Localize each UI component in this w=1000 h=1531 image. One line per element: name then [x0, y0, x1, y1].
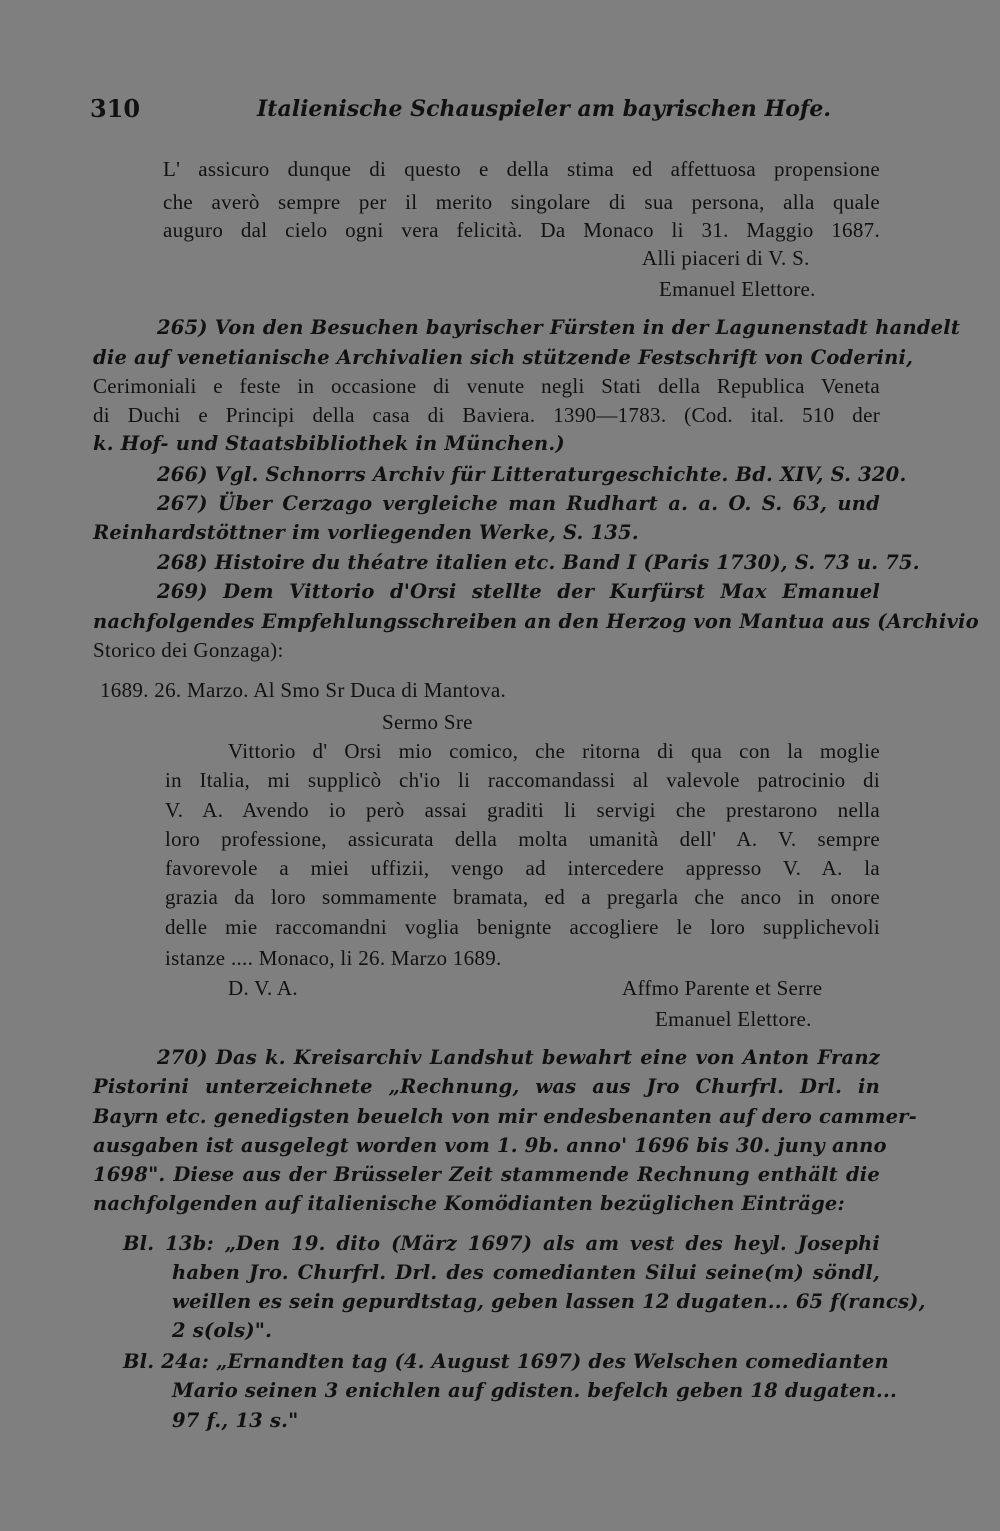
footnote-line: 1698". Diese aus der Brüsseler Zeit stammende Rechnung enthält die: [93, 1163, 880, 1186]
footnote-line: die auf venetianische Archivalien sich stützende Festschrift von Coderini,: [93, 346, 914, 369]
footnote-265: 265) Von den Besuchen bayrischer Fürsten in der Lagunenstadt handelt: [157, 316, 961, 339]
footnote-270: 270) Das k. Kreisarchiv Landshut bewahrt eine von Anton Franz: [157, 1046, 880, 1069]
footnote-line: Reinhardstöttner im vorliegenden Werke, S. 135.: [93, 521, 639, 544]
letter-line: che averò sempre per il merito singolare di sua persona, alla quale: [163, 190, 880, 214]
letter-closing: Alli piaceri di V. S.: [642, 246, 810, 270]
letter-line: delle mie raccomandni voglia benignte accogliere le loro supplichevoli: [165, 915, 880, 939]
footnote-line: Pistorini unterzeichnete „Rechnung, was aus Jro Churfrl. Drl. in: [93, 1075, 880, 1098]
ledger-line: 2 s(ols)".: [172, 1319, 273, 1342]
ledger-line: 97 f., 13 s.": [172, 1409, 299, 1432]
letter-address: D. V. A.: [228, 976, 298, 1000]
footnote-line: nachfolgenden auf italienische Komödianten bezüglichen Einträge:: [93, 1192, 845, 1215]
letter-line: V. A. Avendo io però assai graditi li servigi che prestarono nella: [165, 798, 880, 822]
letter-line: grazia da loro sommamente bramata, ed a pregarla che anco in onore: [165, 885, 880, 909]
ledger-entry: Bl. 24a: „Ernandten tag (4. August 1697) des Welschen comedianten: [123, 1350, 889, 1373]
footnote-line: nachfolgendes Empfehlungsschreiben an den Herzog von Mantua aus (Archivio: [93, 610, 979, 633]
letter-line: L' assicuro dunque di questo e della stima ed affettuosa propensione: [163, 157, 880, 181]
letter-line: in Italia, mi supplicò ch'io li raccomandassi al valevole patrocinio di: [165, 768, 880, 792]
ledger-entry: Bl. 13b: „Den 19. dito (März 1697) als am vest des heyl. Josephi: [123, 1232, 880, 1255]
letter-line: loro professione, assicurata della molta umanità dell' A. V. sempre: [165, 827, 880, 851]
letter-line: Vittorio d' Orsi mio comico, che ritorna di qua con la moglie: [228, 739, 880, 763]
footnote-269: 269) Dem Vittorio d'Orsi stellte der Kurfürst Max Emanuel: [157, 580, 880, 603]
footnote-line: Bayrn etc. genedigsten beuelch von mir endesbenanten auf dero cammer-: [93, 1105, 917, 1128]
letter-dateline: 1689. 26. Marzo. Al Smo Sr Duca di Mantova.: [100, 678, 507, 702]
letter-line: favorevole a miei uffizii, vengo ad intercedere appresso V. A. la: [165, 856, 880, 880]
letter-signature: Emanuel Elettore.: [655, 1007, 812, 1031]
ledger-line: Mario seinen 3 enichlen auf gdisten. befelch geben 18 dugaten...: [172, 1379, 897, 1402]
footnote-line: di Duchi e Principi della casa di Baviera. 1390—1783. (Cod. ital. 510 der: [93, 403, 880, 427]
letter-salutation: Sermo Sre: [382, 710, 473, 734]
footnote-267: 267) Über Cerzago vergleiche man Rudhart a. a. O. S. 63, und: [157, 492, 880, 515]
footnote-line: k. Hof- und Staatsbibliothek in München.): [93, 432, 565, 455]
letter-line: istanze .... Monaco, li 26. Marzo 1689.: [165, 946, 502, 970]
footnote-line: ausgaben ist ausgelegt worden vom 1. 9b. anno' 1696 bis 30. juny anno: [93, 1134, 887, 1157]
letter-line: auguro dal cielo ogni vera felicità. Da Monaco li 31. Maggio 1687.: [163, 218, 880, 242]
footnote-268: 268) Histoire du théatre italien etc. Band I (Paris 1730), S. 73 u. 75.: [157, 551, 920, 574]
page-number: 310: [90, 94, 141, 123]
footnote-266: 266) Vgl. Schnorrs Archiv für Litteraturgeschichte. Bd. XIV, S. 320.: [157, 463, 907, 486]
ledger-line: haben Jro. Churfrl. Drl. des comedianten Silui seine(m) söndl,: [172, 1261, 880, 1284]
running-title: Italienische Schauspieler am bayrischen Hofe.: [257, 96, 832, 122]
letter-closing: Affmo Parente et Serre: [622, 976, 823, 1000]
ledger-line: weillen es sein gepurdtstag, geben lassen 12 dugaten... 65 f(rancs),: [172, 1290, 926, 1313]
footnote-line: Storico dei Gonzaga):: [93, 638, 284, 662]
letter-signature: Emanuel Elettore.: [659, 277, 816, 301]
footnote-line: Cerimoniali e feste in occasione di venute negli Stati della Republica Veneta: [93, 374, 880, 398]
